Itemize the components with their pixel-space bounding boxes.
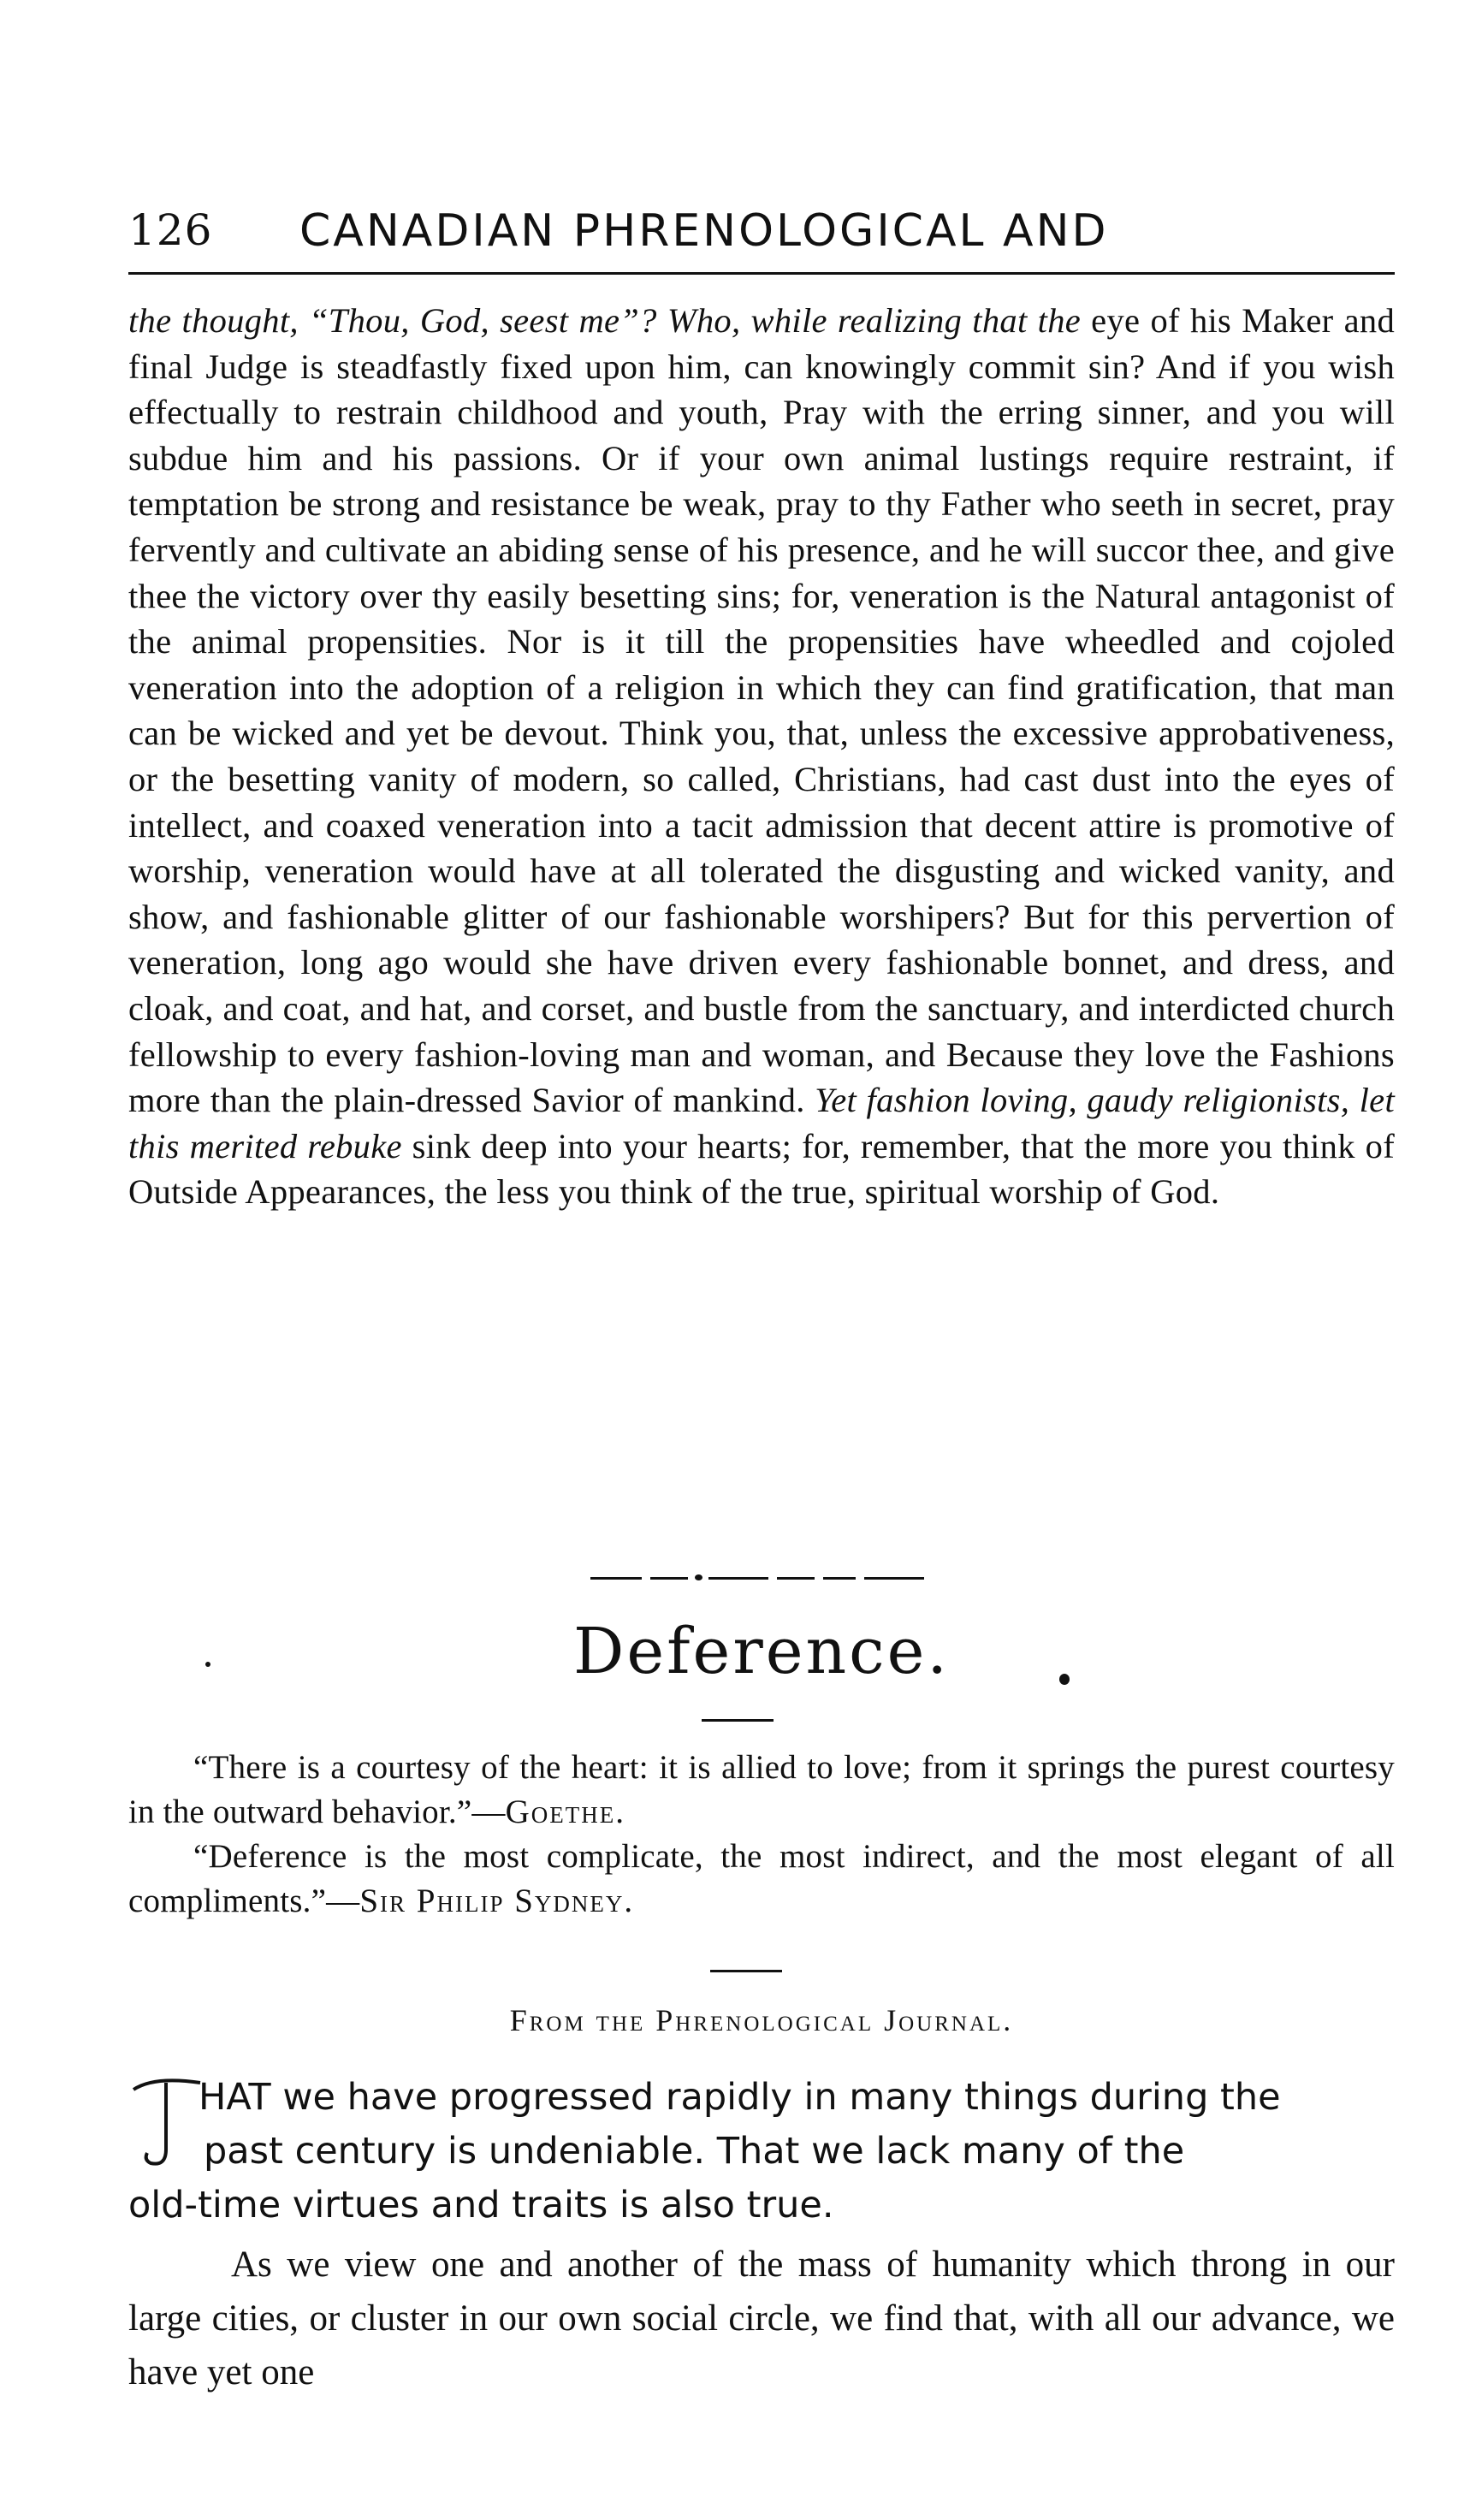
intro-italic-rebuke: Yet fashion loving, gaudy religionists, let this merited rebuke bbox=[128, 1081, 1395, 1165]
decorative-drop-cap-t bbox=[128, 2071, 204, 2173]
heading-rule bbox=[702, 1719, 774, 1722]
epigraph-quote-1 bbox=[128, 1746, 1395, 1835]
intro-block bbox=[128, 298, 1395, 1215]
article-line-2: past century is undeniable. That we lack many of the bbox=[204, 2130, 1185, 2173]
section-heading: Deference. bbox=[573, 1615, 950, 1688]
quote-2-author: Sir Philip Sydney. bbox=[359, 1883, 635, 1919]
running-header bbox=[128, 205, 1395, 265]
ink-speck bbox=[1059, 1674, 1070, 1685]
intro-lead-italic: the thought, “Thou, God, seest me”? Who, while realizing that the bbox=[128, 301, 1082, 340]
ink-speck bbox=[205, 1662, 210, 1667]
page-number: 126 bbox=[128, 205, 213, 255]
quote-1-text: “There is a courtesy of the heart: it is allied to love; from it springs the purest courtesy in the outward behavior.”— bbox=[128, 1749, 1395, 1830]
header-rule bbox=[128, 272, 1395, 275]
section-break-ornament bbox=[590, 1572, 924, 1584]
intro-paragraph bbox=[128, 298, 1395, 1215]
source-attribution: From the Phrenological Journal. bbox=[509, 2003, 1014, 2037]
article-line-3: old-time virtues and traits is also true. bbox=[128, 2184, 834, 2226]
epigraph-rule bbox=[710, 1970, 782, 1972]
intro-tail: sink deep into your hearts; for, remember, that the more you think of Outside Appearances, the less you think of the true, spiritual worship of God. bbox=[128, 1126, 1395, 1212]
quote-1-author: Goethe. bbox=[505, 1794, 625, 1830]
epigraph-block bbox=[128, 1746, 1395, 1924]
article-paragraph-2: As we view one and another of the mass of humanity which throng in our large cities, or cluster in our own social circle, we find that, with all our advance, we have yet one bbox=[128, 2244, 1395, 2393]
intro-body: eye of his Maker and final Judge is steadfastly fixed upon him, can knowingly commit sin? And if you wish effectually to restrain childhood and youth, Pray with the erring sinner, and you will subdue him and his passions. Or if your own animal lustings require restraint, if temptation be strong and resistance be weak, pray to thy Father who seeth in secret, pray fervently and cultivate an abiding sense of his presence, and he will succor thee, and give thee the victory over thy easily besetting sins; for, veneration is the Natural antagonist of the animal propensities. Nor is it till the propensities have wheedled and cojoled veneration into the adoption of a religion in which they can find gratification, that man can be wicked and yet be devout. Think you, that, unless the excessive approbativeness, or the besetting vanity of modern, so called, Christians, had cast dust into the eyes of intellect, and coaxed veneration into a tacit admission that decent attire is promotive of worship, veneration would have at all tolerated the disgusting and wicked vanity, and show, and fashionable glitter of our fashionable worshipers? But for this pervertion of veneration, long ago would she have driven every fashionable bonnet, and dress, and cloak, and coat, and hat, and corset, and bustle from the sanctuary, and interdicted church fellowship to every fashion-loving man and woman, and Because they love the Fashions more than the plain-dressed Savior of mankind. bbox=[128, 301, 1395, 1120]
article-line-1: HAT we have progressed rapidly in many things during the bbox=[199, 2076, 1281, 2119]
epigraph-quote-2 bbox=[128, 1835, 1395, 1924]
quote-2-text: “Deference is the most complicate, the most indirect, and the most elegant of all compliments.”— bbox=[128, 1838, 1395, 1919]
article-paragraph-1 bbox=[128, 2071, 1395, 2232]
article-block bbox=[128, 2071, 1395, 2399]
running-header-title: CANADIAN PHRENOLOGICAL AND bbox=[299, 205, 1109, 257]
